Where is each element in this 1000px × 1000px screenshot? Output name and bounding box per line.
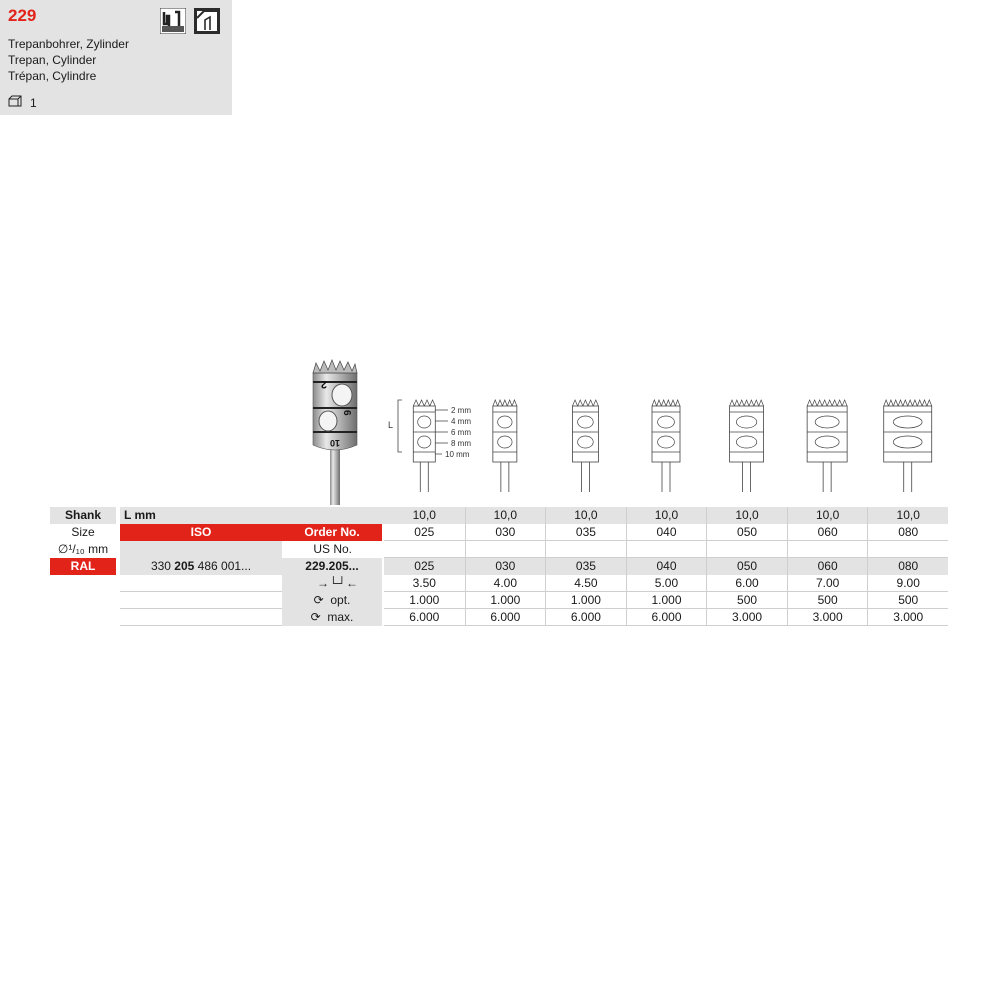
- product-number: 229: [8, 6, 37, 25]
- trephine-drawing-2: [572, 400, 598, 492]
- cell-dia-3: 5.00: [626, 575, 707, 592]
- cell-us_no-1: [465, 541, 546, 558]
- photo-mark-2: 2: [320, 378, 327, 390]
- label-max: max.: [327, 610, 354, 624]
- diameter-values: [384, 575, 948, 592]
- photo-mark-10: 10: [329, 438, 340, 448]
- length-label: L: [388, 420, 394, 430]
- cell-us_no-6: [867, 541, 948, 558]
- cell-l_mm-2: 10,0: [545, 507, 626, 524]
- row-shank: [50, 507, 948, 524]
- cell-l_mm-4: 10,0: [706, 507, 787, 524]
- label-ral: RAL: [50, 558, 116, 575]
- label-opt-wrap: [282, 592, 382, 609]
- opt-values: [384, 592, 948, 609]
- cell-dia-2: 4.50: [545, 575, 626, 592]
- mark-8mm: 8 mm: [451, 439, 471, 448]
- cell-opt-0: 1.000: [384, 592, 465, 609]
- l-mm-values: [384, 507, 948, 524]
- cell-max-4: 3.000: [706, 609, 787, 626]
- order-number: 229.205...: [282, 558, 382, 575]
- technical-drawings: [0, 390, 1000, 505]
- label-l-mm: L mm: [120, 507, 432, 524]
- cell-us_no-4: [706, 541, 787, 558]
- product-name-fr: Trépan, Cylindre: [8, 69, 97, 83]
- mark-4mm: 4 mm: [451, 417, 471, 426]
- photo-mark-6: 6: [341, 410, 352, 416]
- rotation-icon: ⟳: [313, 593, 324, 607]
- label-us-no: US No.: [313, 542, 352, 556]
- cell-l_mm-6: 10,0: [867, 507, 948, 524]
- cell-ral-5: 060: [787, 558, 868, 575]
- pack-qty-value: 1: [30, 95, 37, 110]
- trephine-drawing-1: [493, 400, 517, 492]
- cell-opt-2: 1.000: [545, 592, 626, 609]
- bone-surgery-icon: [160, 8, 186, 34]
- cell-opt-4: 500: [706, 592, 787, 609]
- cell-size-2: 035: [545, 524, 626, 541]
- cell-opt-3: 1.000: [626, 592, 707, 609]
- cell-max-5: 3.000: [787, 609, 868, 626]
- cell-ral-4: 050: [706, 558, 787, 575]
- cell-ral-2: 035: [545, 558, 626, 575]
- label-diameter: ∅¹/₁₀ mm: [57, 542, 109, 556]
- row-size: [50, 524, 948, 541]
- size-values: [384, 524, 948, 541]
- cell-dia-6: 9.00: [867, 575, 948, 592]
- cell-max-0: 6.000: [384, 609, 465, 626]
- trephine-drawing-0: [413, 400, 435, 492]
- cell-max-2: 6.000: [545, 609, 626, 626]
- row-ral: [50, 558, 948, 575]
- cell-us_no-0: [384, 541, 465, 558]
- label-order-no: Order No.: [282, 524, 382, 541]
- trephine-drawing-5: [807, 400, 847, 492]
- cell-max-6: 3.000: [867, 609, 948, 626]
- cell-us_no-3: [626, 541, 707, 558]
- product-name-de: Trepanbohrer, Zylinder: [8, 37, 129, 51]
- max-values: [384, 609, 948, 626]
- rotation-icon: ⟳: [310, 610, 321, 624]
- product-name-en: Trepan, Cylinder: [8, 53, 97, 67]
- cell-ral-3: 040: [626, 558, 707, 575]
- cell-l_mm-3: 10,0: [626, 507, 707, 524]
- cell-ral-6: 080: [867, 558, 948, 575]
- pack-quantity: [8, 95, 37, 110]
- cell-opt-1: 1.000: [465, 592, 546, 609]
- label-shank: Shank: [50, 507, 116, 524]
- mark-6mm: 6 mm: [451, 428, 471, 437]
- trephine-drawing-3: [652, 400, 680, 492]
- label-iso: ISO: [120, 524, 282, 541]
- cell-us_no-5: [787, 541, 868, 558]
- trephine-drawing-6: [884, 400, 932, 492]
- cell-size-4: 050: [706, 524, 787, 541]
- trephine-drawing-4: [730, 400, 764, 492]
- product-card: [0, 0, 232, 115]
- cell-size-3: 040: [626, 524, 707, 541]
- implant-icon: [194, 8, 220, 34]
- label-opt: opt.: [330, 593, 351, 607]
- row-max: [50, 609, 948, 626]
- cell-ral-1: 030: [465, 558, 546, 575]
- label-diameter-symbol: →└┘←: [282, 575, 382, 592]
- cell-dia-1: 4.00: [465, 575, 546, 592]
- cell-opt-5: 500: [787, 592, 868, 609]
- cell-l_mm-1: 10,0: [465, 507, 546, 524]
- label-max-wrap: [282, 609, 382, 626]
- cell-dia-4: 6.00: [706, 575, 787, 592]
- cell-dia-5: 7.00: [787, 575, 868, 592]
- cell-size-0: 025: [384, 524, 465, 541]
- cell-opt-6: 500: [867, 592, 948, 609]
- cell-size-5: 060: [787, 524, 868, 541]
- cell-dia-0: 3.50: [384, 575, 465, 592]
- iso-number: 330 205 486 001...: [120, 558, 282, 575]
- cell-max-3: 6.000: [626, 609, 707, 626]
- cell-l_mm-5: 10,0: [787, 507, 868, 524]
- cell-ral-0: 025: [384, 558, 465, 575]
- row-diameter: [50, 575, 948, 592]
- cell-max-1: 6.000: [465, 609, 546, 626]
- package-icon: [8, 95, 22, 110]
- cell-l_mm-0: 10,0: [384, 507, 465, 524]
- mark-10mm: 10 mm: [445, 450, 470, 459]
- cell-us_no-2: [545, 541, 626, 558]
- product-names: [8, 36, 129, 84]
- cell-size-1: 030: [465, 524, 546, 541]
- cell-size-6: 080: [867, 524, 948, 541]
- row-us-no: [50, 541, 948, 558]
- label-size: Size: [71, 525, 95, 539]
- row-opt: [50, 592, 948, 609]
- mark-2mm: 2 mm: [451, 406, 471, 415]
- ral-values: [384, 558, 948, 575]
- us-no-values: [384, 541, 948, 558]
